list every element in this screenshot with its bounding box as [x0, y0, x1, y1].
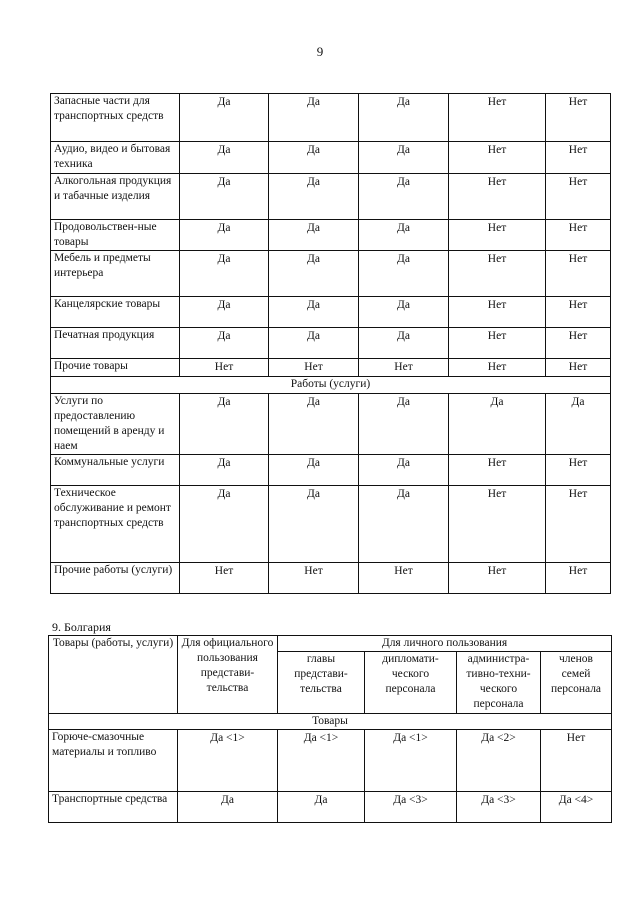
cell-value: Нет	[449, 359, 546, 377]
table-row	[51, 486, 611, 563]
cell-value: Нет	[546, 220, 611, 251]
cell-value: Да	[269, 455, 359, 486]
cell-value: Нет	[546, 94, 611, 142]
row-label: Прочие товары	[51, 359, 180, 377]
cell-value: Да	[269, 94, 359, 142]
cell-value: Да	[269, 328, 359, 359]
header-diplomatic-staff: дипломати-ческого персонала	[365, 652, 457, 714]
cell-value: Нет	[449, 174, 546, 220]
cell-value: Нет	[180, 563, 269, 594]
cell-value: Нет	[449, 563, 546, 594]
cell-value: Да <1>	[365, 730, 457, 792]
cell-value: Нет	[180, 359, 269, 377]
header-family-members: членов семей персонала	[541, 652, 612, 714]
cell-value: Да <1>	[178, 730, 278, 792]
cell-value: Да	[359, 394, 449, 455]
cell-value: Да	[178, 792, 278, 823]
cell-value: Да	[359, 251, 449, 297]
cell-value: Да	[269, 297, 359, 328]
cell-value: Нет	[541, 730, 612, 792]
row-label: Транспортные средства	[49, 792, 178, 823]
cell-value: Нет	[449, 220, 546, 251]
cell-value: Да <2>	[457, 730, 541, 792]
row-label: Запасные части для транспортных средств	[51, 94, 180, 142]
cell-value: Да <1>	[278, 730, 365, 792]
cell-value: Да	[278, 792, 365, 823]
cell-value: Нет	[449, 486, 546, 563]
row-label: Канцелярские товары	[51, 297, 180, 328]
row-label: Аудио, видео и бытовая техника	[51, 142, 180, 174]
cell-value: Нет	[449, 455, 546, 486]
cell-value: Да <3>	[365, 792, 457, 823]
section-caption: 9. Болгария	[52, 620, 111, 634]
cell-value: Нет	[449, 297, 546, 328]
cell-value: Да	[269, 142, 359, 174]
header-row	[49, 636, 612, 652]
row-label: Продовольствен-ные товары	[51, 220, 180, 251]
section-row	[51, 377, 611, 394]
row-label: Прочие работы (услуги)	[51, 563, 180, 594]
table-row	[51, 174, 611, 220]
row-label: Мебель и предметы интерьера	[51, 251, 180, 297]
table1-rows-before	[51, 94, 611, 377]
cell-value: Да	[269, 486, 359, 563]
cell-value: Да	[449, 394, 546, 455]
row-label: Горюче-смазочные материалы и топливо	[49, 730, 178, 792]
cell-value: Нет	[546, 328, 611, 359]
cell-value: Да	[180, 394, 269, 455]
cell-value: Да <3>	[457, 792, 541, 823]
cell-value: Нет	[546, 251, 611, 297]
cell-value: Нет	[546, 455, 611, 486]
header-official-use: Для официального пользования представи-тельства	[178, 636, 278, 714]
header-head-of-mission: главы представи-тельства	[278, 652, 365, 714]
row-label: Услуги по предоставлению помещений в аренду и наем	[51, 394, 180, 455]
cell-value: Да	[359, 297, 449, 328]
cell-value: Нет	[546, 486, 611, 563]
header-admin-tech-staff: администра-тивно-техни-ческого персонала	[457, 652, 541, 714]
cell-value: Нет	[546, 297, 611, 328]
cell-value: Нет	[449, 142, 546, 174]
table-row	[51, 251, 611, 297]
table-row	[49, 792, 612, 823]
row-label: Алкогольная продукция и табачные изделия	[51, 174, 180, 220]
bulgaria-table	[48, 635, 612, 823]
cell-value: Да	[359, 455, 449, 486]
cell-value: Да	[546, 394, 611, 455]
cell-value: Да	[180, 297, 269, 328]
table-row	[51, 394, 611, 455]
table2-header	[49, 636, 612, 714]
cell-value: Нет	[546, 563, 611, 594]
table-row	[51, 142, 611, 174]
goods-services-table	[50, 93, 611, 594]
cell-value: Нет	[546, 174, 611, 220]
cell-value: Да	[269, 174, 359, 220]
row-label: Печатная продукция	[51, 328, 180, 359]
table-row	[49, 730, 612, 792]
table-row	[51, 220, 611, 251]
cell-value: Да	[359, 142, 449, 174]
cell-value: Да	[359, 486, 449, 563]
cell-value: Нет	[449, 94, 546, 142]
table2-body	[49, 714, 612, 823]
cell-value: Да	[180, 455, 269, 486]
header-goods: Товары (работы, услуги)	[49, 636, 178, 714]
cell-value: Да	[359, 220, 449, 251]
section-row	[49, 714, 612, 730]
cell-value: Да	[180, 174, 269, 220]
cell-value: Нет	[359, 359, 449, 377]
cell-value: Нет	[449, 251, 546, 297]
table-row	[51, 359, 611, 377]
row-label: Техническое обслуживание и ремонт транспортных средств	[51, 486, 180, 563]
cell-value: Нет	[269, 563, 359, 594]
cell-value: Да	[180, 94, 269, 142]
section-label: Товары	[49, 714, 612, 730]
cell-value: Да	[269, 251, 359, 297]
cell-value: Да	[180, 142, 269, 174]
cell-value: Да	[180, 486, 269, 563]
cell-value: Да	[269, 394, 359, 455]
cell-value: Нет	[269, 359, 359, 377]
table1-section	[51, 377, 611, 394]
table-row	[51, 455, 611, 486]
cell-value: Да	[180, 251, 269, 297]
cell-value: Нет	[546, 359, 611, 377]
page-number: 9	[316, 44, 324, 59]
table-row	[51, 297, 611, 328]
table1-rows-after	[51, 394, 611, 594]
cell-value: Да	[180, 328, 269, 359]
table-row	[51, 328, 611, 359]
cell-value: Нет	[449, 328, 546, 359]
cell-value: Нет	[359, 563, 449, 594]
cell-value: Да	[180, 220, 269, 251]
row-label: Коммунальные услуги	[51, 455, 180, 486]
cell-value: Нет	[546, 142, 611, 174]
table-row	[51, 563, 611, 594]
cell-value: Да	[359, 94, 449, 142]
header-personal-use: Для личного пользования	[278, 636, 612, 652]
section-label: Работы (услуги)	[51, 377, 611, 394]
cell-value: Да	[359, 174, 449, 220]
cell-value: Да	[359, 328, 449, 359]
table-row	[51, 94, 611, 142]
cell-value: Да	[269, 220, 359, 251]
cell-value: Да <4>	[541, 792, 612, 823]
